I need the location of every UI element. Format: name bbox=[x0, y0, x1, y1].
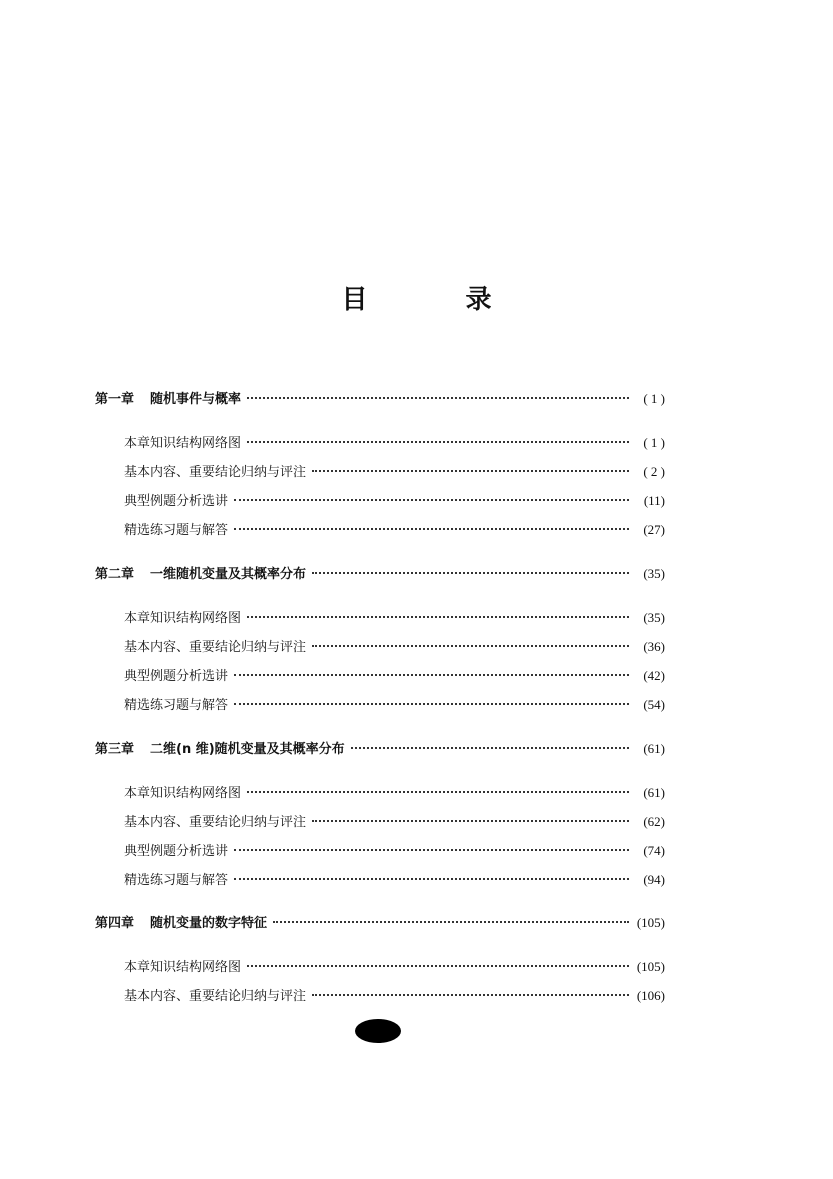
chapter-number: 第四章 bbox=[95, 916, 135, 931]
section-title: 典型例题分析选讲 bbox=[124, 844, 229, 859]
section-title: 基本内容、重要结论归纳与评注 bbox=[124, 465, 307, 480]
dot-leader bbox=[351, 747, 629, 749]
section-title: 精选练习题与解答 bbox=[124, 698, 229, 713]
page-number: (35) bbox=[643, 566, 665, 581]
section-title: 典型例题分析选讲 bbox=[124, 669, 229, 684]
toc-section[interactable] bbox=[124, 462, 665, 483]
toc-section[interactable] bbox=[124, 957, 665, 978]
page-number: (105) bbox=[636, 959, 665, 974]
dot-leader bbox=[312, 994, 629, 996]
page-number: (94) bbox=[643, 872, 665, 887]
dot-leader bbox=[234, 703, 629, 705]
chapter-title: 一维随机变量及其概率分布 bbox=[150, 567, 307, 582]
dot-leader bbox=[234, 878, 629, 880]
toc-section[interactable] bbox=[124, 666, 665, 687]
section-title: 精选练习题与解答 bbox=[124, 523, 229, 538]
chapter-title: 二维(n 维)随机变量及其概率分布 bbox=[150, 742, 345, 757]
dot-leader bbox=[247, 616, 629, 618]
section-title: 本章知识结构网络图 bbox=[124, 786, 242, 801]
chapter-title: 随机变量的数字特征 bbox=[150, 916, 268, 931]
toc-section[interactable] bbox=[124, 433, 665, 454]
section-title: 本章知识结构网络图 bbox=[124, 960, 242, 975]
chapter-number: 第三章 bbox=[95, 742, 135, 757]
dot-leader bbox=[312, 820, 629, 822]
section-title: 基本内容、重要结论归纳与评注 bbox=[124, 989, 307, 1004]
chapter-title: 随机事件与概率 bbox=[150, 392, 242, 407]
page-number: (61) bbox=[643, 785, 665, 800]
dot-leader bbox=[312, 470, 629, 472]
toc-section[interactable] bbox=[124, 812, 665, 833]
chapter-number: 第二章 bbox=[95, 567, 135, 582]
dot-leader bbox=[247, 965, 629, 967]
toc-section[interactable] bbox=[124, 986, 665, 1007]
page-number: (42) bbox=[643, 668, 665, 683]
toc-section[interactable] bbox=[124, 841, 665, 862]
page-number: (36) bbox=[643, 639, 665, 654]
page-number: (54) bbox=[643, 697, 665, 712]
toc-section[interactable] bbox=[124, 870, 665, 891]
toc-section[interactable] bbox=[124, 491, 665, 512]
page-number: (62) bbox=[643, 814, 665, 829]
page-number: (27) bbox=[643, 522, 665, 537]
toc-section[interactable] bbox=[124, 695, 665, 716]
toc-chapter-4[interactable] bbox=[95, 913, 665, 934]
toc-chapter-3[interactable] bbox=[95, 739, 665, 760]
dot-leader bbox=[247, 397, 629, 399]
section-title: 典型例题分析选讲 bbox=[124, 494, 229, 509]
dot-leader bbox=[312, 572, 629, 574]
page-title: 目 录 bbox=[341, 285, 528, 315]
dot-leader bbox=[273, 921, 629, 923]
dot-leader bbox=[247, 791, 629, 793]
page-number: (105) bbox=[636, 915, 665, 930]
page-number: ( 2 ) bbox=[643, 464, 665, 479]
dot-leader bbox=[312, 645, 629, 647]
chapter-number: 第一章 bbox=[95, 392, 135, 407]
toc-chapter-1[interactable] bbox=[95, 389, 665, 410]
dot-leader bbox=[234, 499, 629, 501]
toc-section[interactable] bbox=[124, 608, 665, 629]
page-number: ( 1 ) bbox=[643, 391, 665, 406]
page-number: (74) bbox=[643, 843, 665, 858]
toc-chapter-2[interactable] bbox=[95, 564, 665, 585]
page-number: (106) bbox=[636, 988, 665, 1003]
toc-section[interactable] bbox=[124, 637, 665, 658]
dot-leader bbox=[247, 441, 629, 443]
page-number-blob bbox=[355, 1019, 401, 1043]
section-title: 本章知识结构网络图 bbox=[124, 611, 242, 626]
page-number: ( 1 ) bbox=[643, 435, 665, 450]
section-title: 精选练习题与解答 bbox=[124, 873, 229, 888]
dot-leader bbox=[234, 674, 629, 676]
section-title: 本章知识结构网络图 bbox=[124, 436, 242, 451]
page-number: (35) bbox=[643, 610, 665, 625]
page-number: (61) bbox=[643, 741, 665, 756]
section-title: 基本内容、重要结论归纳与评注 bbox=[124, 815, 307, 830]
dot-leader bbox=[234, 528, 629, 530]
dot-leader bbox=[234, 849, 629, 851]
section-title: 基本内容、重要结论归纳与评注 bbox=[124, 640, 307, 655]
page-number: (11) bbox=[643, 493, 665, 508]
toc-section[interactable] bbox=[124, 783, 665, 804]
toc-section[interactable] bbox=[124, 520, 665, 541]
